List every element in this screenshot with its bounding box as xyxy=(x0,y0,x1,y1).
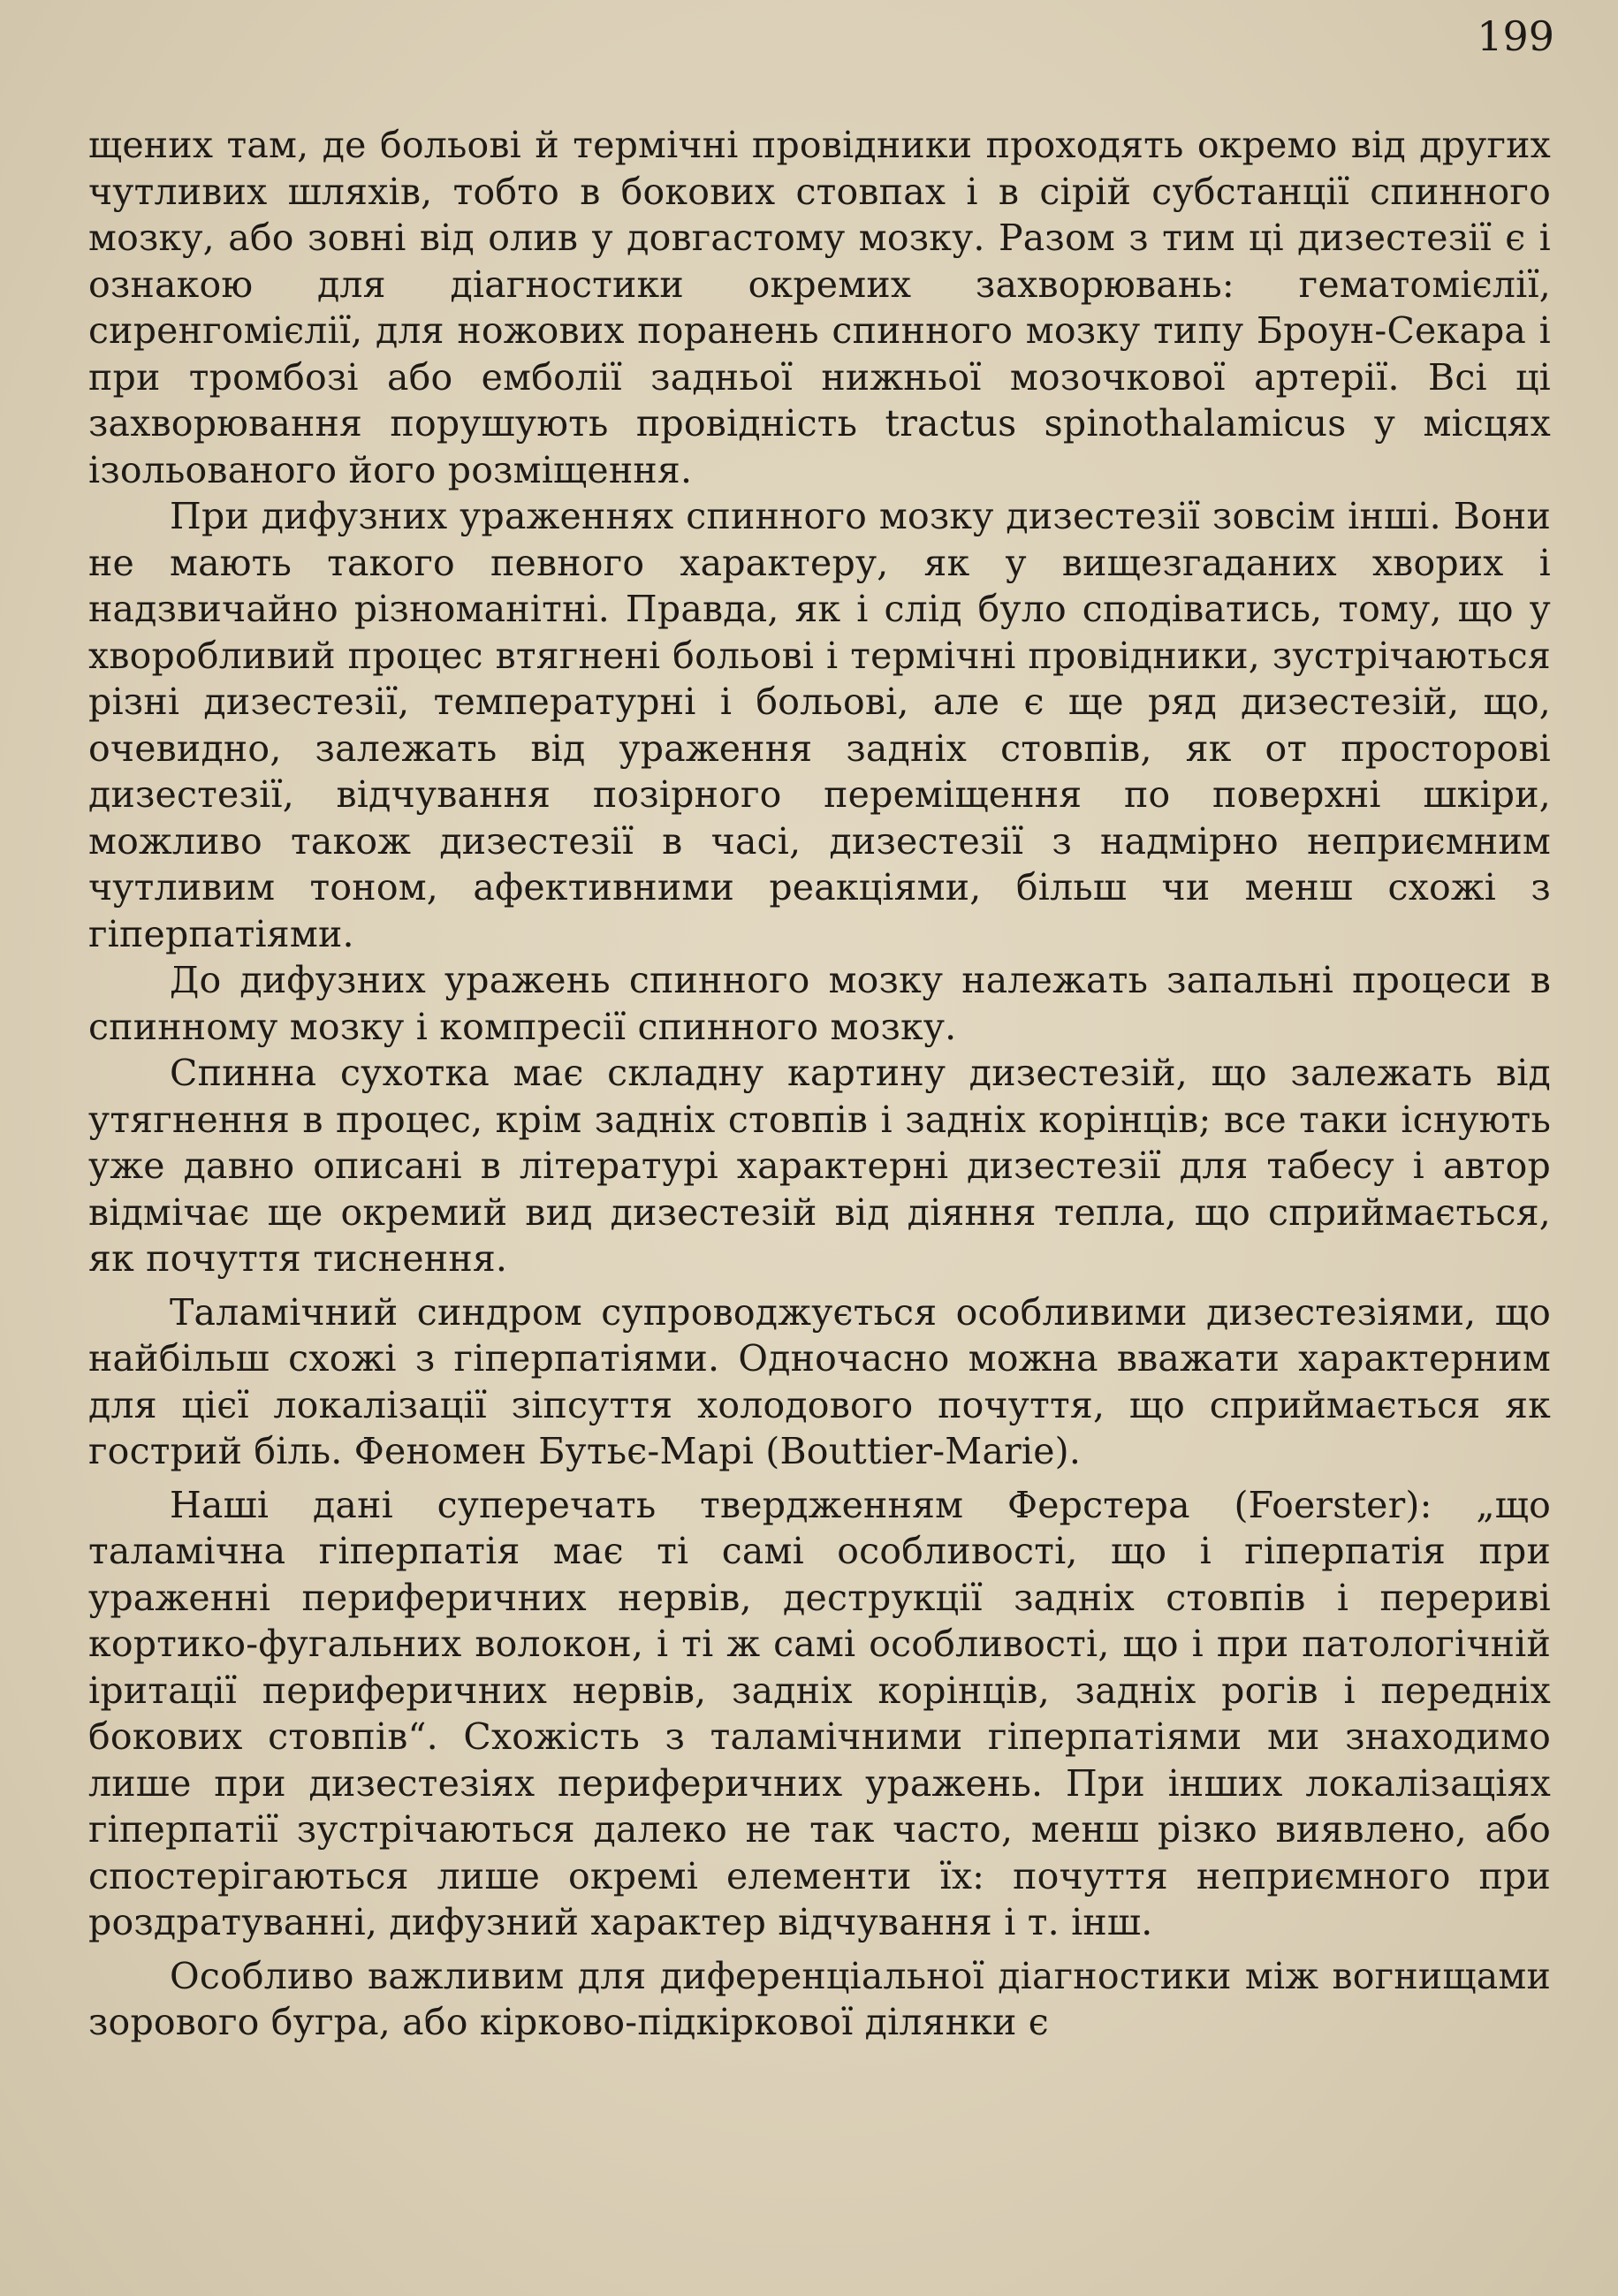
paragraph-thalamic-syndrome: Таламічний синдром супроводжується особливими дизестезіями, що найбільш схожі з гіперпатіями. Одночасно можна вважати характерним для цієї локалізації зіпсуття холодового почуття, що сприймається як гострий біль. Феномен Бутьє-Марі (Bouttier-Marie). xyxy=(88,1290,1551,1472)
paragraph-differential-diagnosis: Особливо важливим для диференціальної діагностики між вогнищами зорового бугра, або кірково-підкіркової ділянки є xyxy=(88,1954,1551,2043)
page-number: 199 xyxy=(1477,12,1554,60)
paragraph-diffuse-lesions: При дифузних ураженнях спинного мозку дизестезії зовсім інші. Вони не мають такого певного характеру, як у вищезгаданих хворих і надзвичайно різноманітні. Правда, як і слід було сподіватись, тому, що у хворобливий процес втягнені больові і термічні провідники, зустрічаються різні дизестезії, температурні і больові, але є ще ряд дизестезій, що, очевидно, залежать від ураження задніх стовпів, як от просторові дизестезії, відчування позірного переміщення по поверхні шкіри, можливо також дизестезії в часі, дизестезії з надмірно неприємним чутливим тоном, афективними реакціями, більш чи менш схожі з гіперпатіями. xyxy=(88,495,1551,955)
paragraph-diffuse-lesion-types: До дифузних уражень спинного мозку належать запальні процеси в спинному мозку і компресії спинного мозку. xyxy=(88,959,1551,1048)
paragraph-continuation: щених там, де больові й термічні провідники проходять окремо від других чутливих шляхів, тобто в бокових стовпах і в сірій субстанції спинного мозку, або зовні від олив у довгастому мозку. Разом з тим ці дизестезії є і ознакою для діагностики окремих захворювань: гематомієлії, сиренгомієлії, для ножових поранень спинного мозку типу Броун-Секара і при тромбозі або емболії задньої нижньої мозочкової артерії. Всі ці захворювання порушують провідність tractus spinothalamicus у місцях ізольованого його розміщення. xyxy=(88,124,1551,491)
paragraph-tabes: Спинна сухотка має складну картину дизестезій, що залежать від утягнення в процес, крім задніх стовпів і задніх корінців; все таки існують уже давно описані в літературі характерні дизестезії для табесу і автор відмічає ще окремий вид дизестезій від діяння тепла, що сприймається, як почуття тиснення. xyxy=(88,1052,1551,1280)
body-text xyxy=(88,122,1551,2046)
paragraph-foerster: Наші дані суперечать твердженням Ферстера (Foerster): „що таламічна гіперпатія має ті самі особливості, що і гіперпатія при ураженні периферичних нервів, деструкції задніх стовпів і перериві кортико-фугальних волокон, і ті ж самі особливості, що і при патологічній іритації периферичних нервів, задніх корінців, задніх рогів і передніх бокових стовпів“. Схожість з таламічними гіперпатіями ми знаходимо лише при дизестезіях периферичних уражень. При інших локалізаціях гіперпатії зустрічаються далеко не так часто, менш різко виявлено, або спостерігаються лише окремі елементи їх: почуття неприємного при роздратуванні, дифузний характер відчування і т. інш. xyxy=(88,1483,1551,1943)
